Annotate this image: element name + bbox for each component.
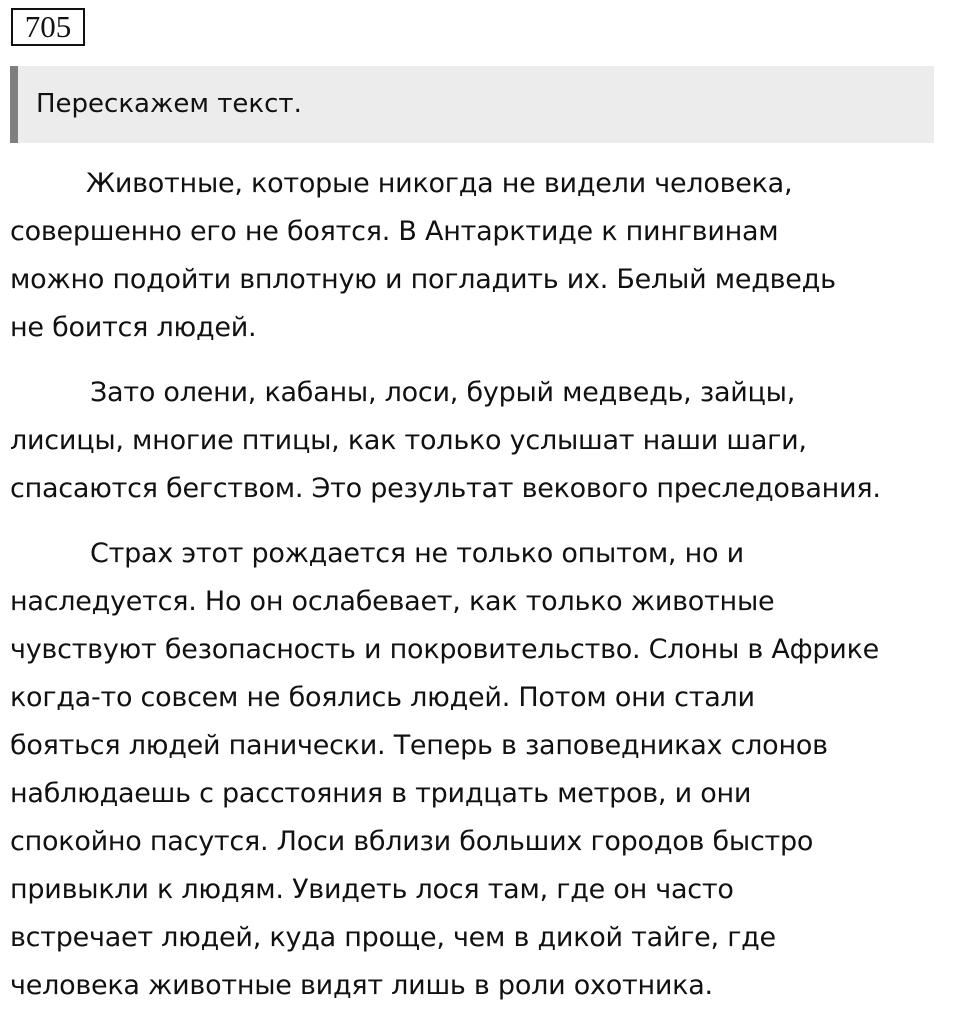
- text-line: можно подойти вплотную и погладить их. Белый медведь: [10, 264, 836, 295]
- text-line: Зато олени, кабаны, лоси, бурый медведь, зайцы,: [90, 377, 796, 408]
- text-line: спасаются бегством. Это результат векового преследования.: [10, 473, 881, 504]
- text-line: бояться людей панически. Теперь в заповедниках слонов: [10, 730, 828, 761]
- text-line: наблюдаешь с расстояния в тридцать метров, и они: [10, 778, 752, 809]
- text-line: не боится людей.: [10, 312, 257, 343]
- task-banner: [10, 66, 934, 143]
- task-instruction: Перескажем текст.: [36, 89, 302, 119]
- text-line: привыкли к людям. Увидеть лося там, где он часто: [10, 874, 734, 905]
- text-line: спокойно пасутся. Лоси вблизи больших городов быстро: [10, 826, 814, 857]
- paragraph: [10, 369, 950, 513]
- text-line: Животные, которые никогда не видели человека,: [86, 168, 793, 199]
- exercise-number: 705: [11, 8, 85, 46]
- text-line: наследуется. Но он ослабевает, как только животные: [10, 586, 775, 617]
- text-line: лисицы, многие птицы, как только услышат наши шаги,: [10, 425, 807, 456]
- text-line: человека животные видят лишь в роли охотника.: [10, 970, 713, 1001]
- paragraph: [10, 160, 950, 352]
- paragraph: [10, 530, 950, 1010]
- text-line: Страх этот рождается не только опытом, но и: [90, 538, 744, 569]
- text-line: совершенно его не боятся. В Антарктиде к пингвинам: [10, 216, 779, 247]
- text-line: чувствуют безопасность и покровительство. Слоны в Африке: [10, 634, 880, 665]
- text-line: встречает людей, куда проще, чем в дикой тайге, где: [10, 922, 776, 953]
- text-body: [10, 160, 950, 1027]
- text-line: когда-то совсем не боялись людей. Потом они стали: [10, 682, 755, 713]
